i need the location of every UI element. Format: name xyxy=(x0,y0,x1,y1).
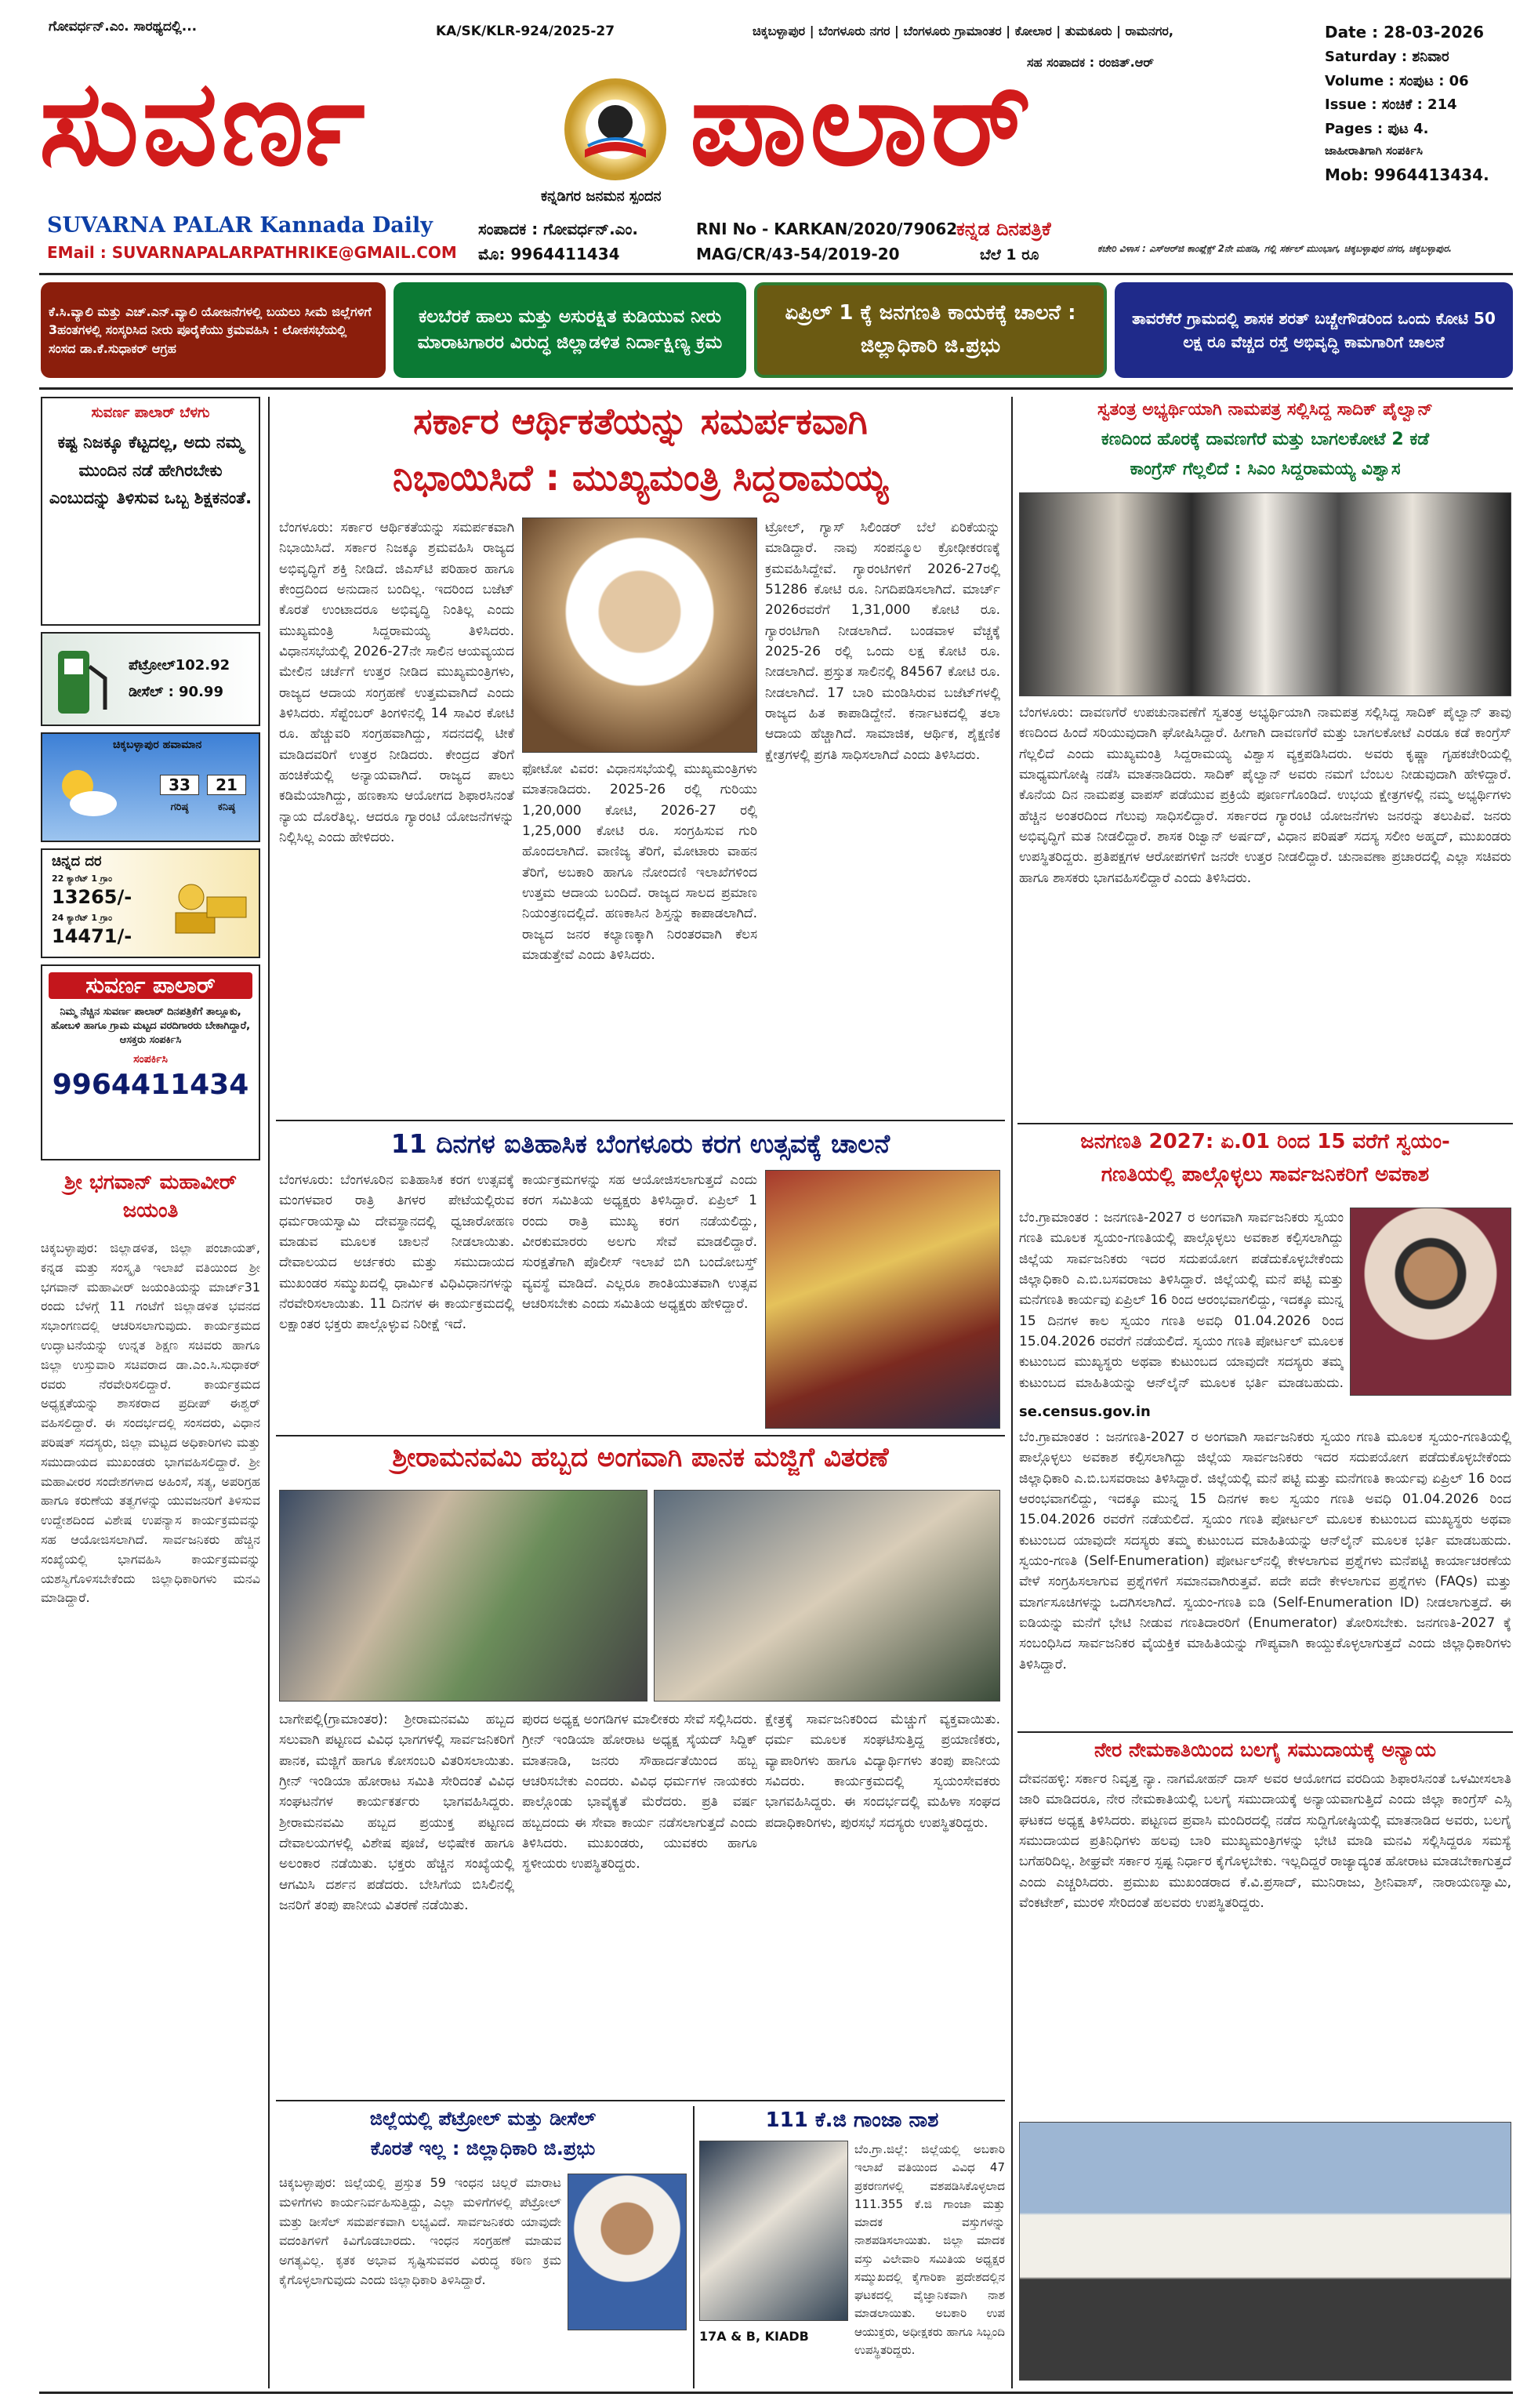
daily-label: ಕನ್ನಡ ದಿನಪತ್ರಿಕೆ xyxy=(956,218,1051,240)
fuel-headline-line-2: ಕೊರತೆ ಇಲ್ಲ : ಜಿಲ್ಲಾಧಿಕಾರಿ ಜಿ.ಪ್ರಭು xyxy=(370,2137,596,2159)
jayanti-headline: ಶ್ರೀ ಭಗವಾನ್ ಮಹಾವೀರ್ ಜಯಂತಿ xyxy=(64,1171,237,1223)
gold-22-label: 22 ಕ್ಯಾರೆಟ್ 1 ಗ್ರಾಂ xyxy=(52,873,113,884)
reporters-wanted-ad xyxy=(41,964,260,1160)
advertising-mobile: Mob: 9964413434. xyxy=(1325,165,1489,184)
masthead-title-right: ಪಾಲಾರ್ xyxy=(690,54,1035,192)
ganja-destruction-photo xyxy=(699,2141,848,2321)
teaser-census[interactable] xyxy=(754,282,1107,378)
fuel-body: ಚಿಕ್ಕಬಳ್ಳಾಪುರ: ಜಿಲ್ಲೆಯಲ್ಲಿ ಪ್ರಸ್ತುತ 59 ಇಂಧನ ಚಿಲ್ಲರೆ ಮಾರಾಟ ಮಳಿಗೆಗಳು ಕಾರ್ಯನಿರ್ವಹಿಸುತ್ತಿದ್ದು, ಎಲ್ಲಾ ಮಳಿಗೆಗಳಲ್ಲಿ ಪೆಟ್ರೋಲ್ ಮತ್ತು ಡೀಸೆಲ್ ಸಮರ್ಪಕವಾಗಿ ಲಭ್ಯವಿದೆ. ಸಾರ್ವಜನಿಕರು ಯಾವುದೇ ವದಂತಿಗಳಿಗೆ ಕಿವಿಗೊಡಬಾರದು. ಇಂಧನ ಸಂಗ್ರಹಣೆ ಮಾಡುವ ಅಗತ್ಯವಿಲ್ಲ. ಕೃತಕ ಅಭಾವ ಸೃಷ್ಟಿಸುವವರ ವಿರುದ್ಧ ಕಠಿಣ ಕ್ರಮ ಕೈಗೊಳ್ಳಲಾಗುವುದು ಎಂದು ಜಿಲ್ಲಾಧಿಕಾರಿ ತಿಳಿಸಿದ್ದಾರೆ. xyxy=(279,2175,561,2287)
weather-title: ಚಿಕ್ಕಬಳ್ಳಾಪುರ ಹವಾಮಾನ xyxy=(113,739,202,751)
census-bottom-rule xyxy=(1017,1731,1513,1733)
masthead-tagline: ಕನ್ನಡಿಗರ ಜನಮನ ಸ್ಪಂದನ xyxy=(541,188,662,205)
fuel-right-rule xyxy=(693,2106,695,2388)
quote-title: ಸುವರ್ಣ ಪಾಲಾರ್ ಬೆಳಗು xyxy=(91,405,210,421)
teaser-kc-valley-text: ಕೆ.ಸಿ.ವ್ಯಾಲಿ ಮತ್ತು ಎಚ್.ಎನ್.ವ್ಯಾಲಿ ಯೋಜನೆಗಳಲ್ಲಿ ಬಯಲು ಸೀಮೆ ಜಿಲ್ಲೆಗಳಿಗೆ 3ಹಂತಗಳಲ್ಲಿ ಸಂಸ್ಕರಿಸಿದ ನೀರು ಪೂರೈಕೆಯು ಕ್ರಮವಹಿಸಿ : ಲೋಕಸಭೆಯಲ್ಲಿ ಸಂಸದ ಡಾ.ಕೆ.ಸುಧಾಕರ್ ಆಗ್ರಹ xyxy=(49,304,372,356)
masthead-title-left: ಸುವರ್ಣ xyxy=(39,54,368,192)
lead-bottom-rule xyxy=(276,1120,1005,1121)
temperature-min: 21 xyxy=(207,775,246,795)
reporters-ad-phone: 9964411434 xyxy=(52,1068,249,1101)
ganja-body: ಬೆಂ.ಗ್ರಾ.ಜಿಲ್ಲೆ: ಜಿಲ್ಲೆಯಲ್ಲಿ ಅಬಕಾರಿ ಇಲಾಖೆ ವತಿಯಿಂದ ವಿವಿಧ 47 ಪ್ರಕರಣಗಳಲ್ಲಿ ವಶಪಡಿಸಿಕೊಳ್ಳಲಾದ 111.355 ಕೆ.ಜಿ ಗಾಂಜಾ ಮತ್ತು ಮಾದಕ ವಸ್ತುಗಳನ್ನು ನಾಶಪಡಿಸಲಾಯಿತು. ಜಿಲ್ಲಾ ಮಾದಕ ವಸ್ತು ವಿಲೇವಾರಿ ಸಮಿತಿಯ ಅಧ್ಯಕ್ಷರ ಸಮ್ಮುಖದಲ್ಲಿ ಕೈಗಾರಿಕಾ ಪ್ರದೇಶದಲ್ಲಿನ ಘಟಕದಲ್ಲಿ ವೈಜ್ಞಾನಿಕವಾಗಿ ನಾಶ ಮಾಡಲಾಯಿತು. ಅಬಕಾರಿ ಉಪ ಆಯುಕ್ತರು, ಅಧೀಕ್ಷಕರು ಹಾಗೂ ಸಿಬ್ಬಂದಿ ಉಪಸ್ಥಿತರಿದ್ದರು. xyxy=(854,2142,1005,2357)
teaser-road-work-text: ತಾವರೆಕೆರೆ ಗ್ರಾಮದಲ್ಲಿ ಶಾಸಕ ಶರತ್ ಬಚ್ಚೇಗೌಡರಿಂದ ಒಂದು ಕೋಟಿ 50 ಲಕ್ಷ ರೂ ವೆಚ್ಚದ ರಸ್ತೆ ಅಭಿವೃದ್ಧಿ ಕಾಮಗಾರಿಗೆ ಚಾಲನೆ xyxy=(1132,309,1496,351)
petrol-price: ಪೆಟ್ರೋಲ್102.92 xyxy=(129,657,230,674)
karaga-column-2: ಕಾರ್ಯಕ್ರಮಗಳನ್ನು ಸಹ ಆಯೋಜಿಸಲಾಗುತ್ತದೆ ಎಂದು ಕರಗ ಸಮಿತಿಯ ಅಧ್ಯಕ್ಷರು ತಿಳಿಸಿದ್ದಾರೆ. ಏಪ್ರಿಲ್ 1 ರಂದು ರಾತ್ರಿ ಮುಖ್ಯ ಕರಗ ನಡೆಯಲಿದ್ದು, ವೀರಕುಮಾರರು ಅಲಗು ಸೇವೆ ಮಾಡಲಿದ್ದಾರೆ. ಸುರಕ್ಷತೆಗಾಗಿ ಪೊಲೀಸ್ ಇಲಾಖೆ ಬಿಗಿ ಬಂದೋಬಸ್ತ್ ವ್ಯವಸ್ಥೆ ಮಾಡಿದೆ. ಎಲ್ಲರೂ ಶಾಂತಿಯುತವಾಗಿ ಉತ್ಸವ ಆಚರಿಸಬೇಕು ಎಂದು ಸಮಿತಿಯ ಅಧ್ಯಕ್ಷರು ಹೇಳಿದ್ದಾರೆ. xyxy=(522,1172,757,1313)
lead-column-2: ಫೋಟೋ ವಿವರ: ವಿಧಾನಸಭೆಯಲ್ಲಿ ಮುಖ್ಯಮಂತ್ರಿಗಳು ಮಾತನಾಡಿದರು. 2025-26 ರಲ್ಲಿ ಗುರಿಯು 1,20,000 ಕೋಟಿ, 2026-27 ರಲ್ಲಿ 1,25,000 ಕೋಟಿ ರೂ. ಸಂಗ್ರಹಿಸುವ ಗುರಿ ಹೊಂದಲಾಗಿದೆ. ವಾಣಿಜ್ಯ ತೆರಿಗೆ, ಮೋಟಾರು ವಾಹನ ತೆರಿಗೆ, ಅಬಕಾರಿ ಹಾಗೂ ನೋಂದಣಿ ಇಲಾಖೆಗಳಿಂದ ಉತ್ತಮ ಆದಾಯ ಬಂದಿದೆ. ರಾಜ್ಯದ ಸಾಲದ ಪ್ರಮಾಣ ನಿಯಂತ್ರಣದಲ್ಲಿದೆ. ಹಣಕಾಸಿನ ಶಿಸ್ತನ್ನು ಕಾಪಾಡಲಾಗಿದೆ. ರಾಜ್ಯದ ಜನರ ಕಲ್ಯಾಣಕ್ಕಾಗಿ ನಿರಂತರವಾಗಿ ಕೆಲಸ ಮಾಡುತ್ತೇವೆ ಎಂದು ತಿಳಿಸಿದರು. xyxy=(522,761,757,964)
gold-24-price: 14471/- xyxy=(52,925,132,947)
karaga-bottom-rule xyxy=(276,1435,1005,1436)
fuel-headline-line-1: ಜಿಲ್ಲೆಯಲ್ಲಿ ಪೆಟ್ರೋಲ್ ಮತ್ತು ಡೀಸೆಲ್ xyxy=(369,2108,597,2130)
panaka-photo-1 xyxy=(279,1490,647,1702)
rni-number: RNI No - KARKAN/2020/79062 xyxy=(696,220,958,238)
fuel-price-box xyxy=(41,632,260,726)
advertising-label: ಜಾಹೀರಾತಿಗಾಗಿ ಸಂಪರ್ಕಿಸಿ xyxy=(1325,143,1423,158)
email-address: EMail : SUVARNAPALARPATHRIKE@GMAIL.COM xyxy=(47,243,457,262)
reporters-ad-text: ನಿಮ್ಮ ನೆಚ್ಚಿನ ಸುವರ್ಣ ಪಾಲಾರ್ ದಿನಪತ್ರಿಕೆಗೆ ತಾಲ್ಲೂಕು, ಹೋಬಳಿ ಹಾಗೂ ಗ್ರಾಮ ಮಟ್ಟದ ವರದಿಗಾರರು ಬೇಕಾಗಿದ್ದಾರೆ, ಆಸಕ್ತರು ಸಂಪರ್ಕಿಸಿ xyxy=(50,1006,251,1047)
right-lead-body: ಬೆಂಗಳೂರು: ದಾವಣಗೆರೆ ಉಪಚುನಾವಣೆಗೆ ಸ್ವತಂತ್ರ ಅಭ್ಯರ್ಥಿಯಾಗಿ ನಾಮಪತ್ರ ಸಲ್ಲಿಸಿದ್ದ ಸಾದಿಕ್ ಪೈಲ್ವಾನ್ ತಾವು ಕಣದಿಂದ ಹಿಂದೆ ಸರಿಯುವುದಾಗಿ ಘೋಷಿಸಿದ್ದಾರೆ. ಹೀಗಾಗಿ ದಾವಣಗೆರೆ ಮತ್ತು ಬಾಗಲಕೋಟೆ ಎರಡೂ ಕಡೆ ಕಾಂಗ್ರೆಸ್ ಗೆಲ್ಲಲಿದೆ ಎಂದು ಮುಖ್ಯಮಂತ್ರಿ ಸಿದ್ದರಾಮಯ್ಯ ವಿಶ್ವಾಸ ವ್ಯಕ್ತಪಡಿಸಿದರು. ಅವರು ಕೃಷ್ಣಾ ಗೃಹಕಚೇರಿಯಲ್ಲಿ ಮಾಧ್ಯಮಗೋಷ್ಠಿ ನಡೆಸಿ ಮಾತನಾಡಿದರು. ಸಾದಿಕ್ ಪೈಲ್ವಾನ್ ಅವರು ನಮಗೆ ಬೆಂಬಲ ನೀಡುವುದಾಗಿ ಹೇಳಿದ್ದಾರೆ. ಕೊನೆಯ ದಿನ ನಾಮಪತ್ರ ವಾಪಸ್ ಪಡೆಯುವ ಪ್ರಕ್ರಿಯೆ ಪೂರ್ಣಗೊಂಡಿದೆ. ಉಭಯ ಕ್ಷೇತ್ರಗಳಲ್ಲಿ ನಮ್ಮ ಅಭ್ಯರ್ಥಿಗಳು ಹೆಚ್ಚಿನ ಅಂತರದಿಂದ ಗೆಲುವು ಸಾಧಿಸಲಿದ್ದಾರೆ. ಸರ್ಕಾರದ ಗ್ಯಾರಂಟಿ ಯೋಜನೆಗಳು ಜನರನ್ನು ತಲುಪಿವೆ. ಜನರು ಅಭಿವೃದ್ಧಿಗೆ ಮತ ನೀಡಲಿದ್ದಾರೆ. ಶಾಸಕ ರಿಜ್ವಾನ್ ಅರ್ಷದ್, ವಿಧಾನ ಪರಿಷತ್ ಸದಸ್ಯ ಸಲೀಂ ಅಹ್ಮದ್, ಮುಖಂಡರು ಉಪಸ್ಥಿತರಿದ್ದರು. ಪ್ರತಿಪಕ್ಷಗಳ ಆರೋಪಗಳಿಗೆ ಜನರೇ ಉತ್ತರ ನೀಡಲಿದ್ದಾರೆ. ಚುನಾವಣಾ ಪ್ರಚಾರದಲ್ಲಿ ಎಲ್ಲಾ ಸಚಿವರು ಹಾಗೂ ಶಾಸಕರು ಭಾಗವಹಿಸಲಿದ್ದಾರೆ ಎಂದು ತಿಳಿಸಿದರು. xyxy=(1019,705,1511,886)
issue-date: Date : 28-03-2026 xyxy=(1325,23,1485,42)
issue-pages: Pages : ಪುಟ 4. xyxy=(1325,120,1429,137)
temperature-max: 33 xyxy=(160,775,199,795)
reporters-ad-contact: ಸಂಪರ್ಕಿಸಿ xyxy=(133,1052,168,1066)
mag-number: MAG/CR/43-54/2019-20 xyxy=(696,245,900,263)
teaser-census-text: ಏಪ್ರಿಲ್ 1 ಕ್ಕೆ ಜನಗಣತಿ ಕಾಯಕಕ್ಕೆ ಚಾಲನೆ : ಜಿಲ್ಲಾಧಿಕಾರಿ ಜಿ.ಪ್ರಭು xyxy=(785,301,1076,358)
right-lead-bottom-rule xyxy=(1017,1123,1513,1124)
emblem-book-icon xyxy=(569,83,662,176)
panaka-column-2: ಪುರದ ಅಧ್ಯಕ್ಷ ಅಂಗಡಿಗಳ ಮಾಲೀಕರು ಸೇವೆ ಸಲ್ಲಿಸಿದರು. ಗ್ರೀನ್ ಇಂಡಿಯಾ ಹೋರಾಟ ಅಧ್ಯಕ್ಷ ಸೈಯದ್ ಸಿದ್ದಿಕ್ ಮಾತನಾಡಿ, ಜನರು ಸೌಹಾರ್ದತೆಯಿಂದ ಹಬ್ಬ ಆಚರಿಸಬೇಕು ಎಂದರು. ವಿವಿಧ ಧರ್ಮಗಳ ನಾಯಕರು ಪಾಲ್ಗೊಂಡು ಭಾವೈಕ್ಯತೆ ಮೆರೆದರು. ಪ್ರತಿ ವರ್ಷ ಹಬ್ಬದಂದು ಈ ಸೇವಾ ಕಾರ್ಯ ನಡೆಸಲಾಗುತ್ತದೆ ಎಂದು ತಿಳಿಸಿದರು. ಮುಖಂಡರು, ಯುವಕರು ಹಾಗೂ ಸ್ಥಳೀಯರು ಉಪಸ್ಥಿತರಿದ್ದರು. xyxy=(522,1712,757,1872)
district-list: ಚಿಕ್ಕಬಳ್ಳಾಪುರ | ಬೆಂಗಳೂರು ನಗರ | ಬೆಂಗಳೂರು ಗ್ರಾಮಾಂತರ | ಕೋಲಾರ | ತುಮಕೂರು | ರಾಮನಗರ, xyxy=(753,24,1173,38)
panaka-column-1: ಬಾಗೇಪಲ್ಲಿ(ಗ್ರಾಮಾಂತರ): ಶ್ರೀರಾಮನವಮಿ ಹಬ್ಬದ ಸಲುವಾಗಿ ಪಟ್ಟಣದ ವಿವಿಧ ಭಾಗಗಳಲ್ಲಿ ಸಾರ್ವಜನಿಕರಿಗೆ ಪಾನಕ, ಮಜ್ಜಿಗೆ ಹಾಗೂ ಕೋಸಂಬರಿ ವಿತರಿಸಲಾಯಿತು. ಗ್ರೀನ್ ಇಂಡಿಯಾ ಹೋರಾಟ ಸಮಿತಿ ಸೇರಿದಂತೆ ವಿವಿಧ ಸಂಘಟನೆಗಳ ಕಾರ್ಯಕರ್ತರು ಭಾಗವಹಿಸಿದ್ದರು. ಶ್ರೀರಾಮನವಮಿ ಹಬ್ಬದ ಪ್ರಯುಕ್ತ ಪಟ್ಟಣದ ದೇವಾಲಯಗಳಲ್ಲಿ ವಿಶೇಷ ಪೂಜೆ, ಅಭಿಷೇಕ ಹಾಗೂ ಅಲಂಕಾರ ನಡೆಯಿತು. ಭಕ್ತರು ಹೆಚ್ಚಿನ ಸಂಖ್ಯೆಯಲ್ಲಿ ಆಗಮಿಸಿ ದರ್ಶನ ಪಡೆದರು. ಬೇಸಿಗೆಯ ಬಿಸಿಲಿನಲ್ಲಿ ಜನರಿಗೆ ತಂಪು ಪಾನೀಯ ವಿತರಣೆ ನಡೆಯಿತು. xyxy=(279,1712,514,1914)
issue-info xyxy=(1325,19,1513,188)
issue-number: Issue : ಸಂಚಿಕೆ : 214 xyxy=(1325,96,1457,114)
quote-text: ಕಷ್ಟ ನಿಜಕ್ಕೂ ಕೆಟ್ಟದಲ್ಲ, ಅದು ನಮ್ಮ ಮುಂದಿನ ನಡೆ ಹೇಗಿರಬೇಕು ಎಂಬುದನ್ನು ತಿಳಿಸುವ ಒಬ್ಬ ಶಿಕ್ಷಕನಂತೆ. xyxy=(49,433,252,508)
editor-name: ಸಂಪಾದಕ : ಗೋವರ್ಧನ್.ಎಂ. xyxy=(478,220,638,238)
temperature-min-label: ಕನಿಷ್ಠ xyxy=(218,801,235,813)
page-bottom-rule xyxy=(39,2392,1513,2394)
right-lead-photo xyxy=(1019,492,1511,696)
english-name: SUVARNA PALAR Kannada Daily xyxy=(47,213,433,238)
gold-rate-title: ಚಿನ್ನದ ದರ xyxy=(52,853,102,870)
ganja-caption: 17A & B, KIADB xyxy=(699,2329,809,2344)
census-headline-line-2: ಗಣತಿಯಲ್ಲಿ ಪಾಲ್ಗೊಳ್ಳಲು ಸಾರ್ವಜನಿಕರಿಗೆ ಅವಕಾಶ xyxy=(1101,1163,1430,1186)
left-col-rule xyxy=(268,397,270,2388)
price-label: ಬೆಲೆ 1 ರೂ xyxy=(980,246,1039,263)
teaser-kc-valley[interactable] xyxy=(41,282,386,378)
ganja-headline: 111 ಕೆ.ಜಿ ಗಾಂಜಾ ನಾಶ xyxy=(765,2108,939,2132)
panaka-column-3: ಕ್ಷೇತ್ರಕ್ಕೆ ಸಾರ್ವಜನಿಕರಿಂದ ಮೆಚ್ಚುಗೆ ವ್ಯಕ್ತವಾಯಿತು. ಧರ್ಮ ಮೂಲಕ ಸಂಘಟಿಸುತ್ತಿದ್ದ ಪ್ರಯಾಣಿಕರು, ವ್ಯಾಪಾರಿಗಳು ಹಾಗೂ ವಿದ್ಯಾರ್ಥಿಗಳು ತಂಪು ಪಾನೀಯ ಸವಿದರು. ಕಾರ್ಯಕ್ರಮದಲ್ಲಿ ಸ್ವಯಂಸೇವಕರು ಭಾಗವಹಿಸಿದ್ದರು. ಈ ಸಂದರ್ಭದಲ್ಲಿ ಮಹಿಳಾ ಸಂಘದ ಪದಾಧಿಕಾರಿಗಳು, ಪುರಸಭೆ ಸದಸ್ಯರು ಉಪಸ್ಥಿತರಿದ್ದರು. xyxy=(765,1712,1000,1831)
quote-box xyxy=(41,397,260,626)
issue-day: Saturday : ಶನಿವಾರ xyxy=(1325,49,1449,65)
census-officer-photo xyxy=(1350,1208,1511,1396)
fuel-nozzle-icon xyxy=(50,643,113,721)
injustice-headline: ನೇರ ನೇಮಕಾತಿಯಿಂದ ಬಲಗೈ ಸಮುದಾಯಕ್ಕೆ ಅನ್ಯಾಯ xyxy=(1094,1738,1437,1761)
panaka-headline: ಶ್ರೀರಾಮನವಮಿ ಹಬ್ಬದ ಅಂಗವಾಗಿ ಪಾನಕ ಮಜ್ಜಿಗೆ ವಿತರಣೆ xyxy=(392,1442,889,1473)
masthead-rule xyxy=(39,273,1513,275)
weather-box xyxy=(41,732,260,842)
right-lead-headline-line-3: ಕಾಂಗ್ರೆಸ್ ಗೆಲ್ಲಲಿದೆ : ಸಿಎಂ ಸಿದ್ದರಾಮಯ್ಯ ವಿಶ್ವಾಸ xyxy=(1130,459,1401,479)
injustice-group-photo xyxy=(1019,2122,1511,2381)
census-website[interactable]: se.census.gov.in xyxy=(1019,1404,1151,1420)
lead-column-3: ಟ್ರೋಲ್, ಗ್ಯಾಸ್ ಸಿಲಿಂಡರ್ ಬೆಲೆ ಏರಿಕೆಯನ್ನು ಮಾಡಿದ್ದಾರೆ. ನಾವು ಸಂಪನ್ಮೂಲ ಕ್ರೋಢೀಕರಣಕ್ಕೆ ಕ್ರಮವಹಿಸಿದ್ದೇವೆ. ಗ್ಯಾರಂಟಿಗಳಿಗೆ 2026-27ರಲ್ಲಿ 51286 ಕೋಟಿ ರೂ. ನಿಗದಿಪಡಿಸಲಾಗಿದೆ. ಮಾರ್ಚ್ 2026ರವರೆಗೆ 1,31,000 ಕೋಟಿ ರೂ. ಗ್ಯಾರಂಟಿಗಾಗಿ ನೀಡಲಾಗಿದೆ. ಬಂಡವಾಳ ವೆಚ್ಚಕ್ಕೆ 2025-26 ರಲ್ಲಿ ಒಂದು ಲಕ್ಷ ಕೋಟಿ ರೂ. ನೀಡಲಾಗಿದೆ. ಪ್ರಸ್ತುತ ಸಾಲಿನಲ್ಲಿ 84567 ಕೋಟಿ ರೂ. ನೀಡಲಾಗಿದೆ. 17 ಬಾರಿ ಮಂಡಿಸಿರುವ ಬಜೆಟ್‌ಗಳಲ್ಲಿ ರಾಜ್ಯದ ಹಿತ ಕಾಪಾಡಿದ್ದೇನೆ. ಕರ್ನಾಟಕದಲ್ಲಿ ತಲಾ ಆದಾಯ ಹೆಚ್ಚಾಗಿದೆ. ಸಾಮಾಜಿಕ, ಆರ್ಥಿಕ, ಶೈಕ್ಷಣಿಕ ಕ್ಷೇತ್ರಗಳಲ್ಲಿ ಪ್ರಗತಿ ಸಾಧಿಸಲಾಗಿದೆ ಎಂದು ತಿಳಿಸಿದರು. xyxy=(765,520,1000,763)
teaser-milk-water-text: ಕಲಬೆರಕೆ ಹಾಲು ಮತ್ತು ಅಸುರಕ್ಷಿತ ಕುಡಿಯುವ ನೀರು ಮಾರಾಟಗಾರರ ವಿರುದ್ಧ ಜಿಲ್ಲಾಡಳಿತ ನಿರ್ದಾಕ್ಷಿಣ್ಯ ಕ್ರಮ xyxy=(417,306,723,353)
gold-22-price: 13265/- xyxy=(52,886,132,908)
panaka-bottom-rule xyxy=(276,2100,1005,2101)
jayanti-body: ಚಿಕ್ಕಬಳ್ಳಾಪುರ: ಜಿಲ್ಲಾಡಳಿತ, ಜಿಲ್ಲಾ ಪಂಚಾಯತ್, ಕನ್ನಡ ಮತ್ತು ಸಂಸ್ಕೃತಿ ಇಲಾಖೆ ವತಿಯಿಂದ ಶ್ರೀ ಭಗವಾನ್ ಮಹಾವೀರ್ ಜಯಂತಿಯನ್ನು ಮಾರ್ಚ್31 ರಂದು ಬೆಳಗ್ಗೆ 11 ಗಂಟೆಗೆ ಜಿಲ್ಲಾಡಳಿತ ಭವನದ ಸಭಾಂಗಣದಲ್ಲಿ ಆಚರಿಸಲಾಗುವುದು. ಕಾರ್ಯಕ್ರಮದ ಉದ್ಘಾಟನೆಯನ್ನು ಉನ್ನತ ಶಿಕ್ಷಣ ಸಚಿವರು ಹಾಗೂ ಜಿಲ್ಲಾ ಉಸ್ತುವಾರಿ ಸಚಿವರಾದ ಡಾ.ಎಂ.ಸಿ.ಸುಧಾಕರ್ ರವರು ನೆರವೇರಿಸಲಿದ್ದಾರೆ. ಕಾರ್ಯಕ್ರಮದ ಅಧ್ಯಕ್ಷತೆಯನ್ನು ಶಾಸಕರಾದ ಪ್ರದೀಪ್ ಈಶ್ವರ್ ವಹಿಸಲಿದ್ದಾರೆ. ಈ ಸಂದರ್ಭದಲ್ಲಿ ಸಂಸದರು, ವಿಧಾನ ಪರಿಷತ್ ಸದಸ್ಯರು, ಜಿಲ್ಲಾ ಮಟ್ಟದ ಅಧಿಕಾರಿಗಳು ಮತ್ತು ಸಮುದಾಯದ ಮುಖಂಡರು ಭಾಗವಹಿಸಲಿದ್ದಾರೆ. ಶ್ರೀ ಮಹಾವೀರರ ಸಂದೇಶಗಳಾದ ಅಹಿಂಸೆ, ಸತ್ಯ, ಅಪರಿಗ್ರಹ ಹಾಗೂ ಕರುಣೆಯ ತತ್ವಗಳನ್ನು ಯುವಜನರಿಗೆ ತಿಳಿಸುವ ಉದ್ದೇಶದಿಂದ ವಿಶೇಷ ಉಪನ್ಯಾಸ ಕಾರ್ಯಕ್ರಮವನ್ನು ಸಹ ಆಯೋಜಿಸಲಾಗಿದೆ. ಸಾರ್ವಜನಿಕರು ಹೆಚ್ಚಿನ ಸಂಖ್ಯೆಯಲ್ಲಿ ಭಾಗವಹಿಸಿ ಕಾರ್ಯಕ್ರಮವನ್ನು ಯಶಸ್ವಿಗೊಳಿಸಬೇಕೆಂದು ಜಿಲ್ಲಾಧಿಕಾರಿಗಳು ಮನವಿ ಮಾಡಿದ್ದಾರೆ. xyxy=(41,1240,260,1606)
gold-bars-icon xyxy=(168,873,254,952)
karaga-photo xyxy=(765,1170,1000,1429)
temperature-max-label: ಗರಿಷ್ಠ xyxy=(170,801,189,813)
census-body-continued: ಬೆಂ.ಗ್ರಾಮಾಂತರ : ಜನಗಣತಿ-2027 ರ ಅಂಗವಾಗಿ ಸಾರ್ವಜನಿಕರು ಸ್ವಯಂ ಗಣತಿ ಮೂಲಕ ಸ್ವಯಂ-ಗಣತಿಯಲ್ಲಿ ಪಾಲ್ಗೊಳ್ಳಲು ಅವಕಾಶ ಕಲ್ಪಿಸಲಾಗಿದ್ದು ಜಿಲ್ಲೆಯ ಸಾರ್ವಜನಿಕರು ಇದರ ಸದುಪಯೋಗ ಪಡೆದುಕೊಳ್ಳಬೇಕೆಂದು ಜಿಲ್ಲಾಧಿಕಾರಿ ಎ.ಬಿ.ಬಸವರಾಜು ತಿಳಿಸಿದ್ದಾರೆ. ಜಿಲ್ಲೆಯಲ್ಲಿ ಮನೆ ಪಟ್ಟಿ ಮತ್ತು ಮನೆಗಣತಿ ಕಾರ್ಯವು ಏಪ್ರಿಲ್ 16 ರಿಂದ ಆರಂಭವಾಗಲಿದ್ದು, ಇದಕ್ಕೂ ಮುನ್ನ 15 ದಿನಗಳ ಕಾಲ ಸ್ವಯಂ ಗಣತಿ ಅವಧಿ 01.04.2026 ರಿಂದ 15.04.2026 ರವರೆಗೆ ನಡೆಯಲಿದೆ. ಸ್ವಯಂ ಗಣತಿ ಪೋರ್ಟಲ್ ಮೂಲಕ ಕುಟುಂಬದ ಮುಖ್ಯಸ್ಥರು ಅಥವಾ ಕುಟುಂಬದ ಯಾವುದೇ ಸದಸ್ಯರು ತಮ್ಮ ಕುಟುಂಬದ ಮಾಹಿತಿಯನ್ನು ಆನ್‌ಲೈನ್ ಮೂಲಕ ಭರ್ತಿ ಮಾಡಬಹುದು. ಸ್ವಯಂ-ಗಣತಿ (Self-Enumeration) ಪೋರ್ಟಲ್‌ನಲ್ಲಿ ಕೇಳಲಾಗುವ ಪ್ರಶ್ನೆಗಳು ಮನೆಪಟ್ಟಿ ಕಾರ್ಯಾಚರಣೆಯ ವೇಳೆ ಸಂಗ್ರಹಿಸಲಾಗುವ ಪ್ರಶ್ನೆಗಳಿಗೆ ಸಮಾನವಾಗಿರುತ್ತವೆ. ಪದೇ ಪದೇ ಕೇಳಲಾಗುವ ಪ್ರಶ್ನೆಗಳು (FAQs) ಮತ್ತು ಮಾರ್ಗಸೂಚಿಗಳನ್ನು ಒದಗಿಸಲಾಗಿದೆ. ಸ್ವಯಂ-ಗಣತಿ ಐಡಿ (Self-Enumeration ID) ನೀಡಲಾಗುತ್ತದೆ. ಈ ಐಡಿಯನ್ನು ಮನೆಗೆ ಭೇಟಿ ನೀಡುವ ಗಣತಿದಾರರಿಗೆ (Enumerator) ತೋರಿಸಬೇಕು. ಜನಗಣತಿ-2027 ಕ್ಕೆ ಸಂಬಂಧಿಸಿದ ಸಾರ್ವಜನಿಕರ ವೈಯಕ್ತಿಕ ಮಾಹಿತಿಯನ್ನು ಗೌಪ್ಯವಾಗಿ ಕಾಯ್ದುಕೊಳ್ಳಲಾಗುತ್ತದೆ ಎಂದು ಜಿಲ್ಲಾಧಿಕಾರಿಗಳು ತಿಳಿಸಿದ್ದಾರೆ. xyxy=(1019,1429,1511,1673)
karaga-column-1: ಬೆಂಗಳೂರು: ಬೆಂಗಳೂರಿನ ಐತಿಹಾಸಿಕ ಕರಗ ಉತ್ಸವಕ್ಕೆ ಮಂಗಳವಾರ ರಾತ್ರಿ ತಿಗಳರ ಪೇಟೆಯಲ್ಲಿರುವ ಧರ್ಮರಾಯಸ್ವಾಮಿ ದೇವಸ್ಥಾನದಲ್ಲಿ ಧ್ವಜಾರೋಹಣ ಮಾಡುವ ಮೂಲಕ ಚಾಲನೆ ನೀಡಲಾಯಿತು. ದೇವಾಲಯದ ಅರ್ಚಕರು ಮತ್ತು ಸಮುದಾಯದ ಮುಖಂಡರ ಸಮ್ಮುಖದಲ್ಲಿ ಧಾರ್ಮಿಕ ವಿಧಿವಿಧಾನಗಳನ್ನು ನೆರವೇರಿಸಲಾಯಿತು. 11 ದಿನಗಳ ಈ ಕಾರ್ಯಕ್ರಮದಲ್ಲಿ ಲಕ್ಷಾಂತರ ಭಕ್ತರು ಪಾಲ್ಗೊಳ್ಳುವ ನಿರೀಕ್ಷೆ ಇದೆ. xyxy=(279,1172,514,1333)
panaka-photo-2 xyxy=(654,1490,1000,1702)
teaser-milk-water[interactable] xyxy=(394,282,746,378)
district-commissioner-photo xyxy=(568,2174,687,2330)
issue-volume: Volume : ಸಂಪುಟ : 06 xyxy=(1325,72,1469,89)
editor-phone: ಮೊ: 9964411434 xyxy=(478,245,620,263)
gold-24-label: 24 ಕ್ಯಾರೆಟ್ 1 ಗ್ರಾಂ xyxy=(52,913,113,923)
census-headline-line-1: ಜನಗಣತಿ 2027: ಏ.01 ರಿಂದ 15 ವರೆಗೆ ಸ್ವಯಂ- xyxy=(1080,1130,1450,1153)
chief-minister-photo xyxy=(522,518,757,753)
registration-number: KA/SK/KLR-924/2025-27 xyxy=(436,24,615,39)
sub-editor: ಸಹ ಸಂಪಾದಕ : ರಂಜಿತ್.ಆರ್ xyxy=(1027,55,1154,70)
census-body: ಬೆಂ.ಗ್ರಾಮಾಂತರ : ಜನಗಣತಿ-2027 ರ ಅಂಗವಾಗಿ ಸಾರ್ವಜನಿಕರು ಸ್ವಯಂ ಗಣತಿ ಮೂಲಕ ಸ್ವಯಂ-ಗಣತಿಯಲ್ಲಿ ಪಾಲ್ಗೊಳ್ಳಲು ಅವಕಾಶ ಕಲ್ಪಿಸಲಾಗಿದ್ದು ಜಿಲ್ಲೆಯ ಸಾರ್ವಜನಿಕರು ಇದರ ಸದುಪಯೋಗ ಪಡೆದುಕೊಳ್ಳಬೇಕೆಂದು ಜಿಲ್ಲಾಧಿಕಾರಿ ಎ.ಬಿ.ಬಸವರಾಜು ತಿಳಿಸಿದ್ದಾರೆ. ಜಿಲ್ಲೆಯಲ್ಲಿ ಮನೆ ಪಟ್ಟಿ ಮತ್ತು ಮನೆಗಣತಿ ಕಾರ್ಯವು ಏಪ್ರಿಲ್ 16 ರಿಂದ ಆರಂಭವಾಗಲಿದ್ದು, ಇದಕ್ಕೂ ಮುನ್ನ 15 ದಿನಗಳ ಕಾಲ ಸ್ವಯಂ ಗಣತಿ ಅವಧಿ 01.04.2026 ರಿಂದ 15.04.2026 ರವರೆಗೆ ನಡೆಯಲಿದೆ. ಸ್ವಯಂ ಗಣತಿ ಪೋರ್ಟಲ್ ಮೂಲಕ ಕುಟುಂಬದ ಮುಖ್ಯಸ್ಥರು ಅಥವಾ ಕುಟುಂಬದ ಯಾವುದೇ ಸದಸ್ಯರು ತಮ್ಮ ಕುಟುಂಬದ ಮಾಹಿತಿಯನ್ನು ಆನ್‌ಲೈನ್ ಮೂಲಕ ಭರ್ತಿ ಮಾಡಬಹುದು. xyxy=(1019,1210,1344,1391)
teaser-rule xyxy=(39,387,1513,390)
karaga-headline: 11 ದಿನಗಳ ಐತಿಹಾಸಿಕ ಬೆಂಗಳೂರು ಕರಗ ಉತ್ಸವಕ್ಕೆ ಚಾಲನೆ xyxy=(390,1128,890,1159)
weather-sun-cloud-icon xyxy=(50,761,121,823)
right-lead-headline-line-2: ಕಣದಿಂದ ಹೊರಕ್ಕೆ ದಾವಣಗೆರೆ ಮತ್ತು ಬಾಗಲಕೋಟೆ 2 ಕಡೆ xyxy=(1101,430,1430,449)
right-lead-headline-line-1: ಸ್ವತಂತ್ರ ಅಭ್ಯರ್ಥಿಯಾಗಿ ನಾಮಪತ್ರ ಸಲ್ಲಿಸಿದ್ದ ಸಾದಿಕ್ ಪೈಲ್ವಾನ್ xyxy=(1097,400,1433,419)
lead-headline-line-2: ನಿಭಾಯಿಸಿದೆ : ಮುಖ್ಯಮಂತ್ರಿ ಸಿದ್ದರಾಮಯ್ಯ xyxy=(393,456,888,499)
center-right-rule xyxy=(1011,397,1013,2388)
teaser-road-work[interactable] xyxy=(1115,282,1513,378)
diesel-price: ಡೀಸೆಲ್ : 90.99 xyxy=(129,684,223,700)
reporters-ad-title: ಸುವರ್ಣ ಪಾಲಾರ್ xyxy=(49,972,252,999)
lead-column-1: ಬೆಂಗಳೂರು: ಸರ್ಕಾರ ಆರ್ಥಿಕತೆಯನ್ನು ಸಮರ್ಪಕವಾಗಿ ನಿಭಾಯಿಸಿದೆ. ಸರ್ಕಾರ ನಿಜಕ್ಕೂ ಶ್ರಮವಹಿಸಿ ರಾಜ್ಯದ ಅಭಿವೃದ್ಧಿಗೆ ಶಕ್ತಿ ನೀಡಿದೆ. ಜಿಎಸ್‌ಟಿ ಪರಿಹಾರ ಹಾಗೂ ಕೇಂದ್ರದಿಂದ ಅನುದಾನ ಬಂದಿಲ್ಲ. ಇದರಿಂದ ಬಜೆಟ್ ಕೊರತೆ ಉಂಟಾದರೂ ಅಭಿವೃದ್ಧಿ ನಿಂತಿಲ್ಲ ಎಂದು ಮುಖ್ಯಮಂತ್ರಿ ಸಿದ್ದರಾಮಯ್ಯ ತಿಳಿಸಿದರು. ವಿಧಾನಸಭೆಯಲ್ಲಿ 2026-27ನೇ ಸಾಲಿನ ಆಯವ್ಯಯದ ಮೇಲಿನ ಚರ್ಚೆಗೆ ಉತ್ತರ ನೀಡಿದ ಮುಖ್ಯಮಂತ್ರಿಗಳು, ರಾಜ್ಯದ ಆದಾಯ ಸಂಗ್ರಹಣೆ ಉತ್ತಮವಾಗಿದೆ ಎಂದು ತಿಳಿಸಿದರು. ಸೆಪ್ಟೆಂಬರ್ ತಿಂಗಳಿನಲ್ಲಿ 14 ಸಾವಿರ ಕೋಟಿ ರೂ. ಹೆಚ್ಚುವರಿ ಸಂಗ್ರಹವಾಗಿದ್ದು, ಸದನದಲ್ಲಿ ಟೀಕೆ ಮಾಡಿದವರಿಗೆ ಉತ್ತರ ನೀಡಿದರು. ಕೇಂದ್ರದ ತೆರಿಗೆ ಹಂಚಿಕೆಯಲ್ಲಿ ಅನ್ಯಾಯವಾಗಿದೆ. ರಾಜ್ಯದ ಪಾಲು ಕಡಿಮೆಯಾಗಿದ್ದು, ಹಣಕಾಸು ಆಯೋಗದ ಶಿಫಾರಸಿನಂತೆ ನ್ಯಾಯ ದೊರೆತಿಲ್ಲ. ಆದರೂ ಗ್ಯಾರಂಟಿ ಯೋಜನೆಗಳನ್ನು ನಿಲ್ಲಿಸಿಲ್ಲ ಎಂದು ಹೇಳಿದರು. xyxy=(279,520,514,846)
gold-rate-box xyxy=(41,848,260,958)
lead-headline-line-1: ಸರ್ಕಾರ ಆರ್ಥಿಕತೆಯನ್ನು ಸಮರ್ಪಕವಾಗಿ xyxy=(413,400,868,442)
office-address: ಕಚೇರಿ ವಿಳಾಸ : ಎಸ್‌ಆರ್‌ಜಿ ಕಾಂಪ್ಲೆಕ್ಸ್ 2ನೇ ಮಹಡಿ, ಗಲ್ಲಿ ಸರ್ಕಲ್ ಮುಂಭಾಗ, ಚಿಕ್ಕಬಳ್ಳಾಪುರ ನಗರ, ಚಿಕ್ಕಬಳ್ಳಾಪುರ. xyxy=(1097,243,1453,254)
masthead-top-left: ಗೋವರ್ಧನ್.ಎಂ. ಸಾರಥ್ಯದಲ್ಲಿ... xyxy=(49,19,198,35)
masthead-emblem xyxy=(564,78,666,180)
injustice-body: ದೇವನಹಳ್ಳಿ: ಸರ್ಕಾರ ನಿವೃತ್ತ ನ್ಯಾ. ನಾಗಮೋಹನ್ ದಾಸ್ ಅವರ ಆಯೋಗದ ವರದಿಯ ಶಿಫಾರಸಿನಂತೆ ಒಳಮೀಸಲಾತಿ ಜಾರಿ ಮಾಡಿದರೂ, ನೇರ ನೇಮಕಾತಿಯಲ್ಲಿ ಬಲಗೈ ಸಮುದಾಯಕ್ಕೆ ಅನ್ಯಾಯವಾಗುತ್ತಿದೆ ಎಂದು ಜಿಲ್ಲಾ ಕಾಂಗ್ರೆಸ್ ಎಸ್ಸಿ ಘಟಕದ ಅಧ್ಯಕ್ಷ ತಿಳಿಸಿದರು. ಪಟ್ಟಣದ ಪ್ರವಾಸಿ ಮಂದಿರದಲ್ಲಿ ನಡೆದ ಸುದ್ದಿಗೋಷ್ಠಿಯಲ್ಲಿ ಮಾತನಾಡಿದ ಅವರು, ಬಲಗೈ ಸಮುದಾಯದ ಪ್ರತಿನಿಧಿಗಳು ಹಲವು ಬಾರಿ ಮುಖ್ಯಮಂತ್ರಿಗಳನ್ನು ಭೇಟಿ ಮಾಡಿ ಮನವಿ ಸಲ್ಲಿಸಿದ್ದರೂ ಸಮಸ್ಯೆ ಬಗೆಹರಿದಿಲ್ಲ. ಶೀಘ್ರವೇ ಸರ್ಕಾರ ಸ್ಪಷ್ಟ ನಿರ್ಧಾರ ಕೈಗೊಳ್ಳಬೇಕು. ಇಲ್ಲದಿದ್ದರೆ ರಾಜ್ಯಾದ್ಯಂತ ಹೋರಾಟ ಮಾಡಬೇಕಾಗುತ್ತದೆ ಎಂದು ಎಚ್ಚರಿಸಿದರು. ಪ್ರಮುಖ ಮುಖಂಡರಾದ ಕೆ.ವಿ.ಪ್ರಸಾದ್, ಮುನಿರಾಜು, ಶ್ರೀನಿವಾಸ್, ನಾರಾಯಣಸ್ವಾಮಿ, ವೆಂಕಟೇಶ್, ಮುರಳಿ ಸೇರಿದಂತೆ ಹಲವರು ಉಪಸ್ಥಿತರಿದ್ದರು. xyxy=(1019,1771,1511,1912)
